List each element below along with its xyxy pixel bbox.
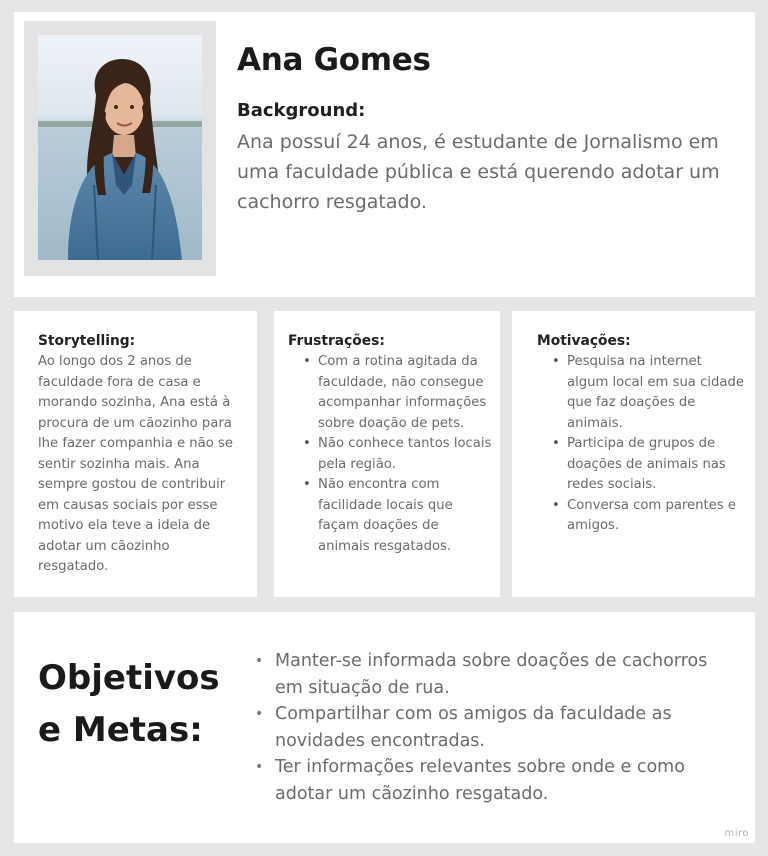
motivacoes-list	[537, 352, 745, 537]
objetivos-title	[38, 652, 220, 756]
storytelling-card	[14, 311, 257, 597]
persona-header-card	[14, 12, 755, 297]
list-item: • Não encontra com facilidade locais que façam doações de animais resgatados.	[288, 475, 492, 557]
motivacoes-card	[512, 311, 755, 597]
miro-watermark: miro	[724, 828, 749, 839]
list-item: • Pesquisa na internet algum local em sua cidade que faz doações de animais.	[537, 352, 745, 434]
frustracoes-list	[288, 352, 492, 557]
objetivos-title-line2: e Metas:	[38, 710, 203, 750]
background-text: Ana possuí 24 anos, é estudante de Jornalismo em uma faculdade pública e está querendo adotar um cachorro resgatado.	[237, 131, 720, 213]
photo-frame	[24, 21, 216, 276]
objetivos-card	[14, 612, 755, 843]
storytelling-text: Ao longo dos 2 anos de faculdade fora de casa e morando sozinha, Ana está à procura de um cãozinho para lhe fazer companhia e não se sentir sozinha mais. Ana sempre gostou de contribuir em causas sociais por esse motivo ela teve a ideia de adotar um cãozinho resgatado.	[38, 354, 233, 574]
list-item: • Não conhece tantos locais pela região.	[288, 434, 492, 475]
persona-name: Ana Gomes	[237, 42, 431, 78]
list-item: • Participa de grupos de doações de animais nas redes sociais.	[537, 434, 745, 496]
frustracoes-label: Frustrações:	[288, 333, 385, 349]
list-item: • Manter-se informada sobre doações de cachorros em situação de rua.	[254, 648, 734, 701]
objetivos-list	[254, 648, 734, 807]
list-item: • Com a rotina agitada da faculdade, não consegue acompanhar informações sobre doação de pets.	[288, 352, 492, 434]
list-item: • Compartilhar com os amigos da faculdade as novidades encontradas.	[254, 701, 734, 754]
motivacoes-label: Motivações:	[537, 333, 631, 349]
objetivos-title-line1: Objetivos	[38, 658, 220, 698]
persona-photo	[38, 35, 202, 260]
list-item: • Conversa com parentes e amigos.	[537, 496, 745, 537]
list-item: • Ter informações relevantes sobre onde e como adotar um cãozinho resgatado.	[254, 754, 734, 807]
frustracoes-card	[274, 311, 500, 597]
background-label: Background:	[237, 100, 366, 121]
storytelling-label: Storytelling:	[38, 333, 136, 349]
